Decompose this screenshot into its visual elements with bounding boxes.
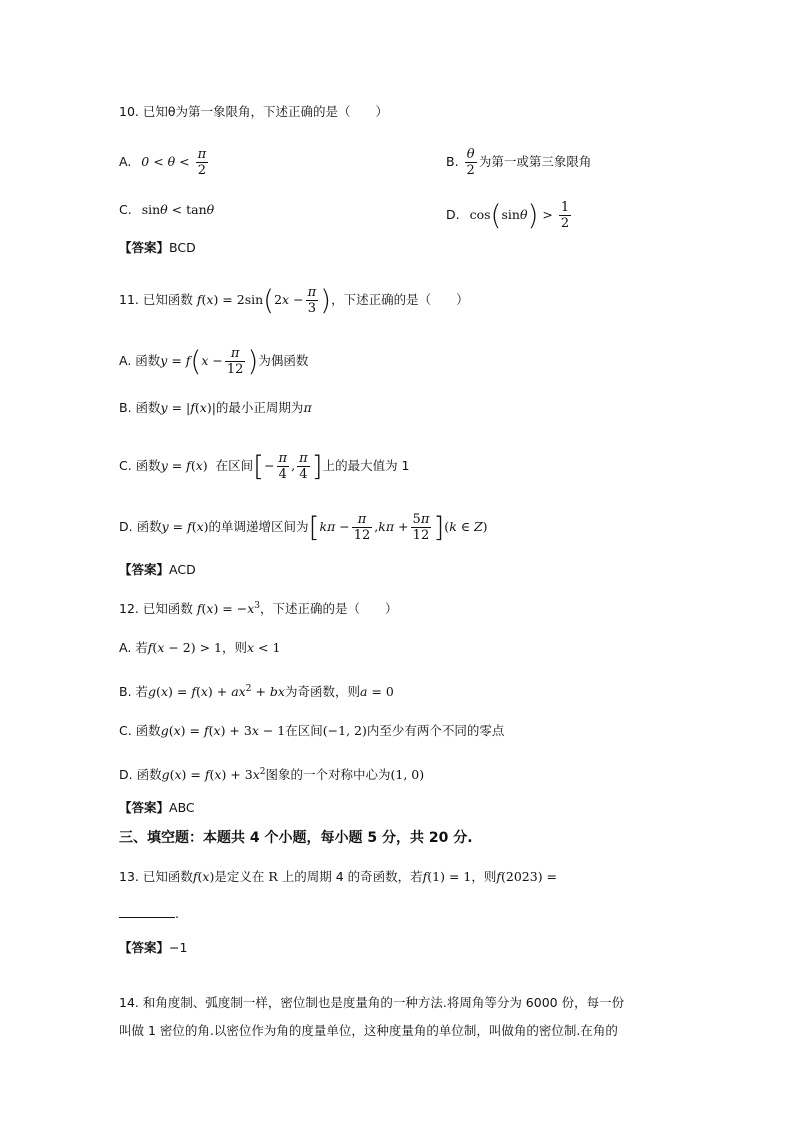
q10-option-a: A. 0 < θ < $\frac{\pi}{2}$ (119, 147, 207, 178)
option-label: D. (446, 207, 460, 222)
answer-blank (119, 903, 175, 918)
q12-option-a: A. 若f(x − 2) > 1，则x < 1 (119, 640, 281, 655)
q11-stem: 11. 已知函数 f(x) = 2sin(2x − $\frac{\pi}{3}$ )，下述正确的是（ ） (119, 283, 469, 317)
q14-line-2: 叫做 1 密位的角.以密位作为角的度量单位，这种度量角的单位制，叫做角的密位制.在角的 (119, 1023, 618, 1038)
answer-12: 【答案】ABC (119, 800, 195, 815)
q11-option-a: A. 函数y = f(x − $\frac{\pi}{12}$ )为偶函数 (119, 344, 309, 378)
section-title: 三、填空题：本题共 4 个小题，每小题 5 分，共 20 分. (119, 830, 473, 846)
q10-option-d: D. cos(sinθ) > $\frac{1}{2}$ (446, 198, 570, 232)
q12-option-d: D. 函数$g(x) = f(x) + 3x^2$图象的一个对称中心为(1, 0) (119, 767, 425, 783)
option-label: B. (446, 154, 459, 169)
q14-line-1: 14. 和角度制、弧度制一样，密位制也是度量角的一种方法.将周角等分为 6000 份，每一份 (119, 995, 625, 1010)
q13-stem: 13. 已知函数f(x)是定义在 R 上的周期 4 的奇函数，若f(1) = 1，则f(2023) = (119, 869, 558, 884)
q11-option-c: C. 函数y = f(x) 在区间[− $\frac{\pi}{4}$ , $\frac{\pi}{4}$ ]上的最大值为 1 (119, 449, 410, 483)
q11-option-d: D. 函数y = f(x)的单调递增区间为[kπ − $\frac{\pi}{12}$ ,kπ + $\frac{5\pi}{12}$ ](k ∈ Z) (119, 510, 488, 544)
q12-stem: 12. 已知函数 $f(x) = -x^3$，下述正确的是（ ） (119, 601, 398, 617)
option-text: 为第一或第三象限角 (478, 154, 592, 169)
option-label: A. (119, 154, 132, 169)
q13-blank-line: . (119, 903, 179, 924)
q12-option-b: B. 若$g(x) = f(x) + ax^2$ + bx为奇函数，则a = 0 (119, 684, 394, 700)
option-label: C. (119, 202, 132, 217)
q10-option-c: C. sinθ < tanθ (119, 202, 215, 217)
answer-10: 【答案】BCD (119, 240, 196, 255)
answer-11: 【答案】ACD (119, 562, 196, 577)
q10-stem: 10. 已知θ为第一象限角，下述正确的是（ ） (119, 104, 389, 119)
q10-option-b: B. $\frac{\theta}{2}$ 为第一或第三象限角 (446, 147, 592, 178)
q11-option-b: B. 函数y = |f(x)|的最小正周期为π (119, 400, 312, 415)
q12-option-c: C. 函数g(x) = f(x) + 3x − 1在区间(−1, 2)内至少有两个不同的零点 (119, 723, 505, 738)
answer-13: 【答案】−1 (119, 940, 188, 955)
